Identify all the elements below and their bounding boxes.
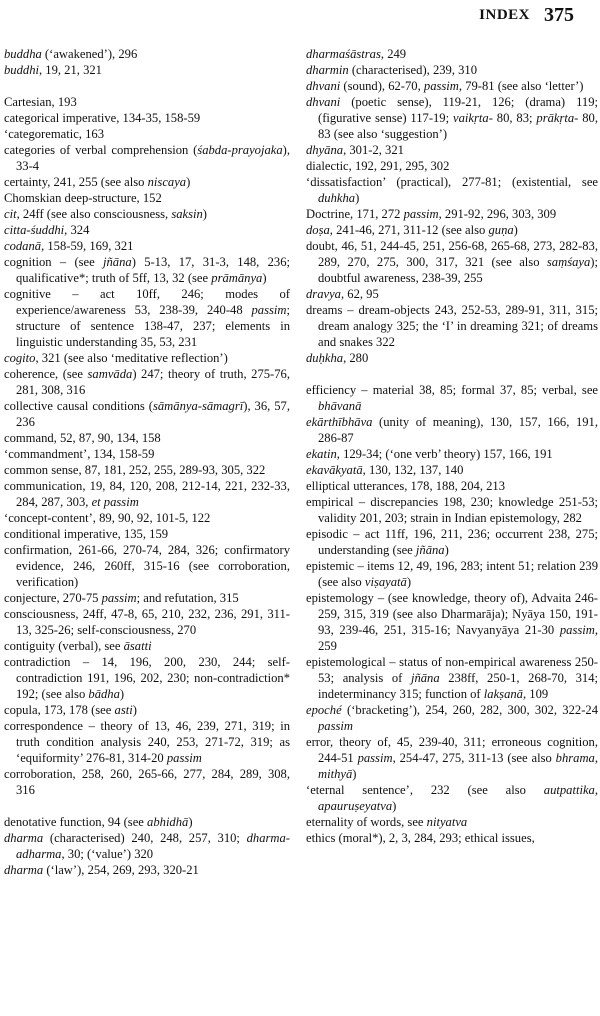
index-entry: command, 52, 87, 90, 134, 158 xyxy=(4,431,161,445)
index-entry: buddhi, 19, 21, 321 xyxy=(4,63,102,77)
index-entry: confirmation, 261-66, 270-74, 284, 326; confirmatory evidence, 246, 260ff, 315-16 (see corroboration, verification) xyxy=(4,543,290,589)
index-entry: consciousness, 24ff, 47-8, 65, 210, 232, 236, 291, 311-13, 325-26; self-consciousness, 270 xyxy=(4,607,290,637)
index-entry: Doctrine, 171, 272 passim, 291-92, 296, 303, 309 xyxy=(306,207,557,221)
index-entry: dharmin (characterised), 239, 310 xyxy=(306,63,478,77)
index-entry: contradiction – 14, 196, 200, 230, 244; self-contradiction 191, 196, 202, 230; non-contradiction* 192; (see also bādha) xyxy=(4,655,290,701)
index-entry: elliptical utterances, 178, 188, 204, 213 xyxy=(306,479,506,493)
index-entry: cognitive – act 10ff, 246; modes of experience/awareness 53, 238-39, 240-48 passim; structure of sentence 138-47, 237; elements in linguistic understanding 35, 53, 231 xyxy=(4,287,290,349)
index-entry: dharma (‘law’), 254, 269, 293, 320-21 xyxy=(4,863,199,877)
index-entry: contiguity (verbal), see āsatti xyxy=(4,639,152,653)
header-label: INDEX xyxy=(479,6,530,23)
index-entry: empirical – discrepancies 198, 230; knowledge 251-53; validity 201, 203; strain in Indian epistemology, 282 xyxy=(306,495,598,525)
index-entry: dravya, 62, 95 xyxy=(306,287,379,301)
index-entry: ‘categorematic, 163 xyxy=(4,127,104,141)
index-entry: Chomskian deep-structure, 152 xyxy=(4,191,162,205)
section-gap xyxy=(4,78,290,94)
index-entry: dhvani (poetic sense), 119-21, 126; (drama) 119; (figurative sense) 117-19; vaikṛta- 80, 83; prākṛta- 80, 83 (see also ‘suggestion’) xyxy=(306,95,598,141)
index-entry: conjecture, 270-75 passim; and refutation, 315 xyxy=(4,591,239,605)
index-entry: cogito, 321 (see also ‘meditative reflection’) xyxy=(4,351,228,365)
index-entry: ethics (moral*), 2, 3, 284, 293; ethical issues, xyxy=(306,831,535,845)
index-entry: coherence, (see samvāda) 247; theory of truth, 275-76, 281, 308, 316 xyxy=(4,367,290,397)
index-entry: Cartesian, 193 xyxy=(4,95,77,109)
index-entry: ‘commandment’, 134, 158-59 xyxy=(4,447,155,461)
index-entry: categories of verbal comprehension (śabda-prayojaka), 33-4 xyxy=(4,143,290,173)
index-entry: dreams – dream-objects 243, 252-53, 289-91, 311, 315; dream analogy 325; the ‘I’ in dreaming 321; of dreams and snakes 322 xyxy=(306,303,598,349)
index-entry: collective causal conditions (sāmānya-sāmagrī), 36, 57, 236 xyxy=(4,399,291,429)
index-entry: cit, 24ff (see also consciousness, saksin) xyxy=(4,207,207,221)
index-entry: doubt, 46, 51, 244-45, 251, 256-68, 265-68, 273, 282-83, 289, 270, 275, 300, 317, 321 (see also saṃśaya); doubtful awareness, 238-39, 255 xyxy=(306,239,598,285)
index-entry: doṣa, 241-46, 271, 311-12 (see also guṇa) xyxy=(306,223,518,237)
index-entry: ‘concept-content’, 89, 90, 92, 101-5, 122 xyxy=(4,511,211,525)
index-entry: communication, 19, 84, 120, 208, 212-14, 221, 232-33, 284, 287, 303, et passim xyxy=(4,479,290,509)
index-entry: cognition – (see jñāna) 5-13, 17, 31-3, 148, 236; qualificative*; truth of 5ff, 13, 32 (see prāmānya) xyxy=(4,255,290,285)
index-entry: dhvani (sound), 62-70, passim, 79-81 (see also ‘letter’) xyxy=(306,79,584,93)
index-entry: citta-śuddhi, 324 xyxy=(4,223,90,237)
index-entry: dialectic, 192, 291, 295, 302 xyxy=(306,159,450,173)
index-entry: epistemology – (see knowledge, theory of), Advaita 246-259, 315, 319 (see also Dharmarāja); Nyāya 150, 191-93, 239-46, 251, 315-16; Navyanyāya 21-30 passim, 259 xyxy=(306,591,598,653)
index-entry: eternality of words, see nityatva xyxy=(306,815,468,829)
index-entry: ekārthībhāva (unity of meaning), 130, 157, 166, 191, 286-87 xyxy=(306,415,598,445)
index-entry: ‘dissatisfaction’ (practical), 277-81; (existential, see duhkha) xyxy=(306,175,598,205)
index-entry: epistemological – status of non-empirical awareness 250-53; analysis of jñāna 238ff, 250-1, 268-70, 314; indeterminancy 315; function of lakṣanā, 109 xyxy=(306,655,598,701)
index-entry: dharmaśāstras, 249 xyxy=(306,47,407,61)
index-entry: conditional imperative, 135, 159 xyxy=(4,527,169,541)
index-entry: ekavākyatā, 130, 132, 137, 140 xyxy=(306,463,464,477)
section-gap xyxy=(4,798,290,814)
section-gap xyxy=(306,366,598,382)
index-entry: copula, 173, 178 (see asti) xyxy=(4,703,137,717)
index-entry: error, theory of, 45, 239-40, 311; erroneous cognition, 244-51 passim, 254-47, 275, 311-13 (see also bhrama, mithyā) xyxy=(306,735,598,781)
running-header xyxy=(479,0,574,30)
index-entry: ekatin, 129-34; (‘one verb’ theory) 157, 166, 191 xyxy=(306,447,553,461)
index-entry: efficiency – material 38, 85; formal 37, 85; verbal, see bhāvanā xyxy=(306,383,598,413)
index-entry: buddha (‘awakened’), 296 xyxy=(4,47,138,61)
index-entry: codanā, 158-59, 169, 321 xyxy=(4,239,134,253)
index-entry: denotative function, 94 (see abhidhā) xyxy=(4,815,193,829)
right-index-column xyxy=(306,46,598,846)
page-number: 375 xyxy=(544,3,574,26)
index-entry: epoché (‘bracketing’), 254, 260, 282, 300, 302, 322-24 passim xyxy=(306,703,598,733)
left-index-column xyxy=(4,46,290,878)
index-entry: certainty, 241, 255 (see also niscaya) xyxy=(4,175,191,189)
index-entry: common sense, 87, 181, 252, 255, 289-93, 305, 322 xyxy=(4,463,266,477)
index-entry: duḥkha, 280 xyxy=(306,351,369,365)
index-entry: corroboration, 258, 260, 265-66, 277, 284, 289, 308, 316 xyxy=(4,767,290,797)
index-entry: episodic – act 11ff, 196, 211, 236; occurrent 238, 275; understanding (see jñāna) xyxy=(306,527,598,557)
index-entry: categorical imperative, 134-35, 158-59 xyxy=(4,111,201,125)
index-entry: dhyāna, 301-2, 321 xyxy=(306,143,404,157)
index-entry: ‘eternal sentence’, 232 (see also autpattika, apauruṣeyatva) xyxy=(306,783,598,813)
index-entry: epistemic – items 12, 49, 196, 283; intent 51; relation 239 (see also viṣayatā) xyxy=(306,559,598,589)
index-entry: correspondence – theory of 13, 46, 239, 271, 319; in truth condition analysis 240, 253, 271-72, 319; as ‘equiformity’ 276-81, 314-20 passim xyxy=(4,719,290,765)
index-entry: dharma (characterised) 240, 248, 257, 310; dharma-adharma, 30; (‘value’) 320 xyxy=(4,831,290,861)
